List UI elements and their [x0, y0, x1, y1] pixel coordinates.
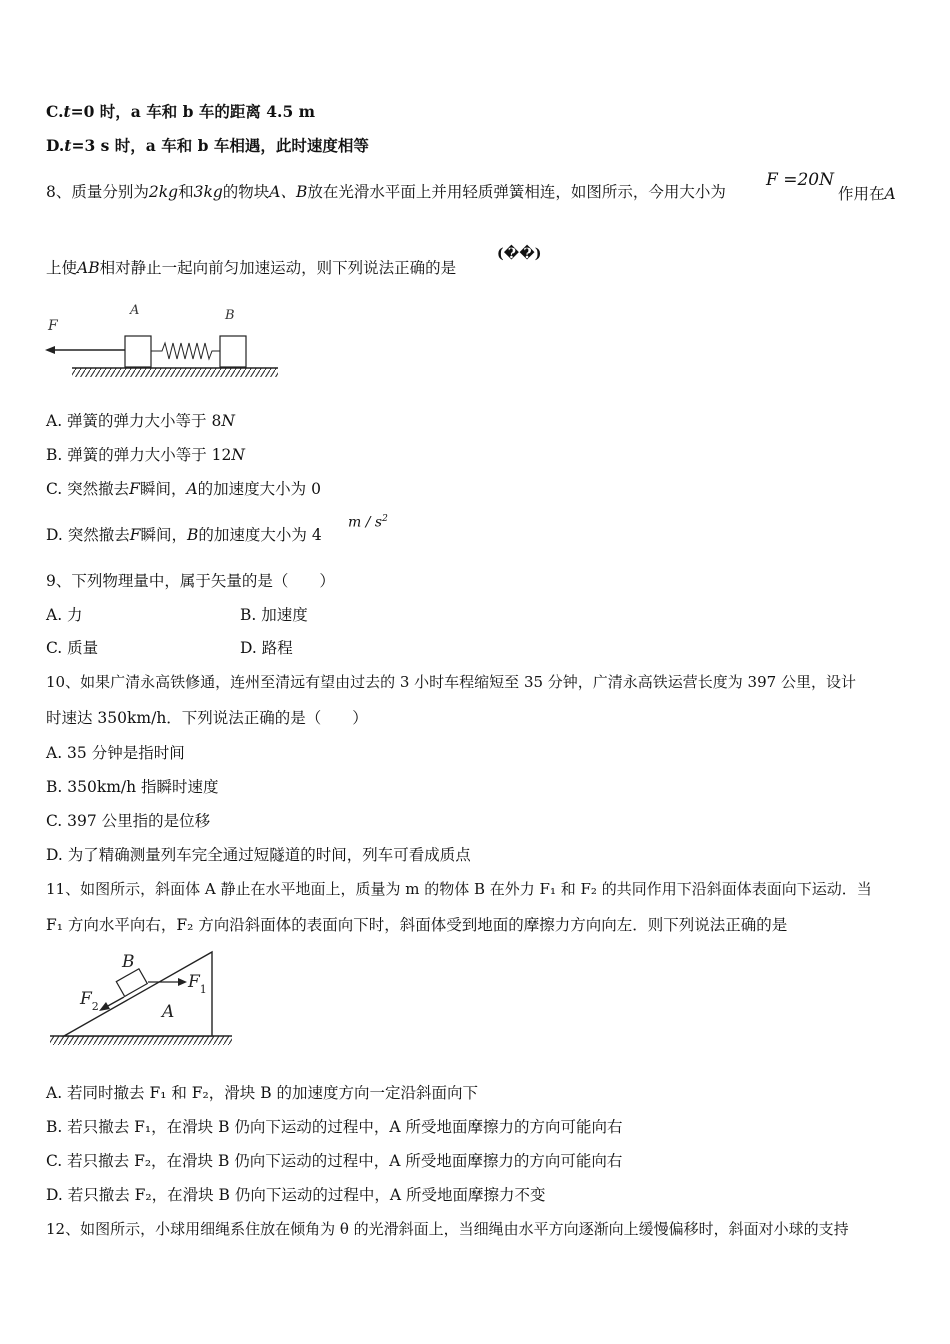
q8-option-c: C. 突然撤去F瞬间，A的加速度大小为 0: [46, 480, 321, 498]
q8-force-formula: F =20N: [766, 170, 834, 190]
q10-option-c: C. 397 公里指的是位移: [46, 812, 211, 830]
q9-option-c: C. 质量: [46, 639, 99, 657]
option-c-prev: C.t=0 时，a 车和 b 车的距离 4.5 m: [46, 102, 316, 121]
q9-stem: 9、下列物理量中，属于矢量的是（ ）: [46, 572, 335, 590]
q8-option-a: A. 弹簧的弹力大小等于 8N: [46, 412, 235, 430]
q8-stem-line2: 上使AB相对静止一起向前匀加速运动，则下列说法正确的是: [46, 259, 457, 277]
q11-option-b: B. 若只撤去 F₁，在滑块 B 仍向下运动的过程中，A 所受地面摩擦力的方向可能向右: [46, 1118, 623, 1136]
label-f2: $F_2$: [80, 989, 99, 1013]
spring: [151, 343, 220, 359]
q8-accel-unit: m / $s^2$: [348, 514, 388, 531]
label-f: F: [48, 318, 58, 334]
label-a: A: [162, 1002, 175, 1022]
q11-stem-line2: F₁ 方向水平向右，F₂ 方向沿斜面体的表面向下时，斜面体受到地面的摩擦力方向向左．则下列说法正确的是: [46, 916, 788, 934]
q10-stem-line2: 时速达 350km/h．下列说法正确的是（ ）: [46, 709, 368, 727]
q10-option-a: A. 35 分钟是指时间: [46, 744, 185, 762]
force-f2-head: [99, 1002, 110, 1011]
q11-stem-line1: 11、如图所示，斜面体 A 静止在水平地面上，质量为 m 的物体 B 在外力 F₁ 和 F₂ 的共同作用下沿斜面体表面向下运动．当: [46, 880, 872, 898]
ground-hatch: [72, 368, 278, 377]
spring-figure: [40, 298, 290, 386]
q8-act-on: 作用在A: [838, 185, 896, 203]
q10-option-b: B. 350km/h 指瞬时速度: [46, 778, 219, 796]
q8-option-d: D. 突然撤去F瞬间，B的加速度大小为 4: [46, 526, 322, 544]
q10-stem-line1: 10、如果广清永高铁修通，连州至清远有望由过去的 3 小时车程缩短至 35 分钟，广清永高铁运营长度为 397 公里，设计: [46, 673, 856, 691]
label-a: A: [130, 303, 140, 318]
label-b: B: [122, 952, 135, 972]
block-a: [125, 336, 151, 367]
option-d-prev: D.t=3 s 时，a 车和 b 车相遇，此时速度相等: [46, 136, 369, 155]
label-f1: $F_1$: [188, 972, 207, 996]
q9-option-d: D. 路程: [240, 639, 293, 657]
q9-option-a: A. 力: [46, 606, 83, 624]
q10-option-d: D. 为了精确测量列车完全通过短隧道的时间，列车可看成质点: [46, 846, 471, 864]
incline-figure: [44, 948, 240, 1054]
q11-option-c: C. 若只撤去 F₂，在滑块 B 仍向下运动的过程中，A 所受地面摩擦力的方向可能向右: [46, 1152, 623, 1170]
q11-option-a: A. 若同时撤去 F₁ 和 F₂，滑块 B 的加速度方向一定沿斜面向下: [46, 1084, 479, 1102]
q8-stem-line1: 8、质量分别为2kg和3kg的物块A、B放在光滑水平面上并用轻质弹簧相连，如图所示，今用大小为: [46, 183, 726, 201]
q8-option-b: B. 弹簧的弹力大小等于 12N: [46, 446, 245, 464]
q8-paren: (��): [497, 246, 542, 262]
q9-option-b: B. 加速度: [240, 606, 308, 624]
q11-option-d: D. 若只撤去 F₂，在滑块 B 仍向下运动的过程中，A 所受地面摩擦力不变: [46, 1186, 546, 1204]
block-b: [220, 336, 246, 367]
label-b: B: [225, 308, 235, 323]
q12-stem-line1: 12、如图所示，小球用细绳系住放在倾角为 θ 的光滑斜面上，当细绳由水平方向逐渐向上缓慢偏移时，斜面对小球的支持: [46, 1220, 849, 1238]
force-arrowhead: [45, 346, 55, 354]
ground-hatch: [50, 1036, 232, 1045]
